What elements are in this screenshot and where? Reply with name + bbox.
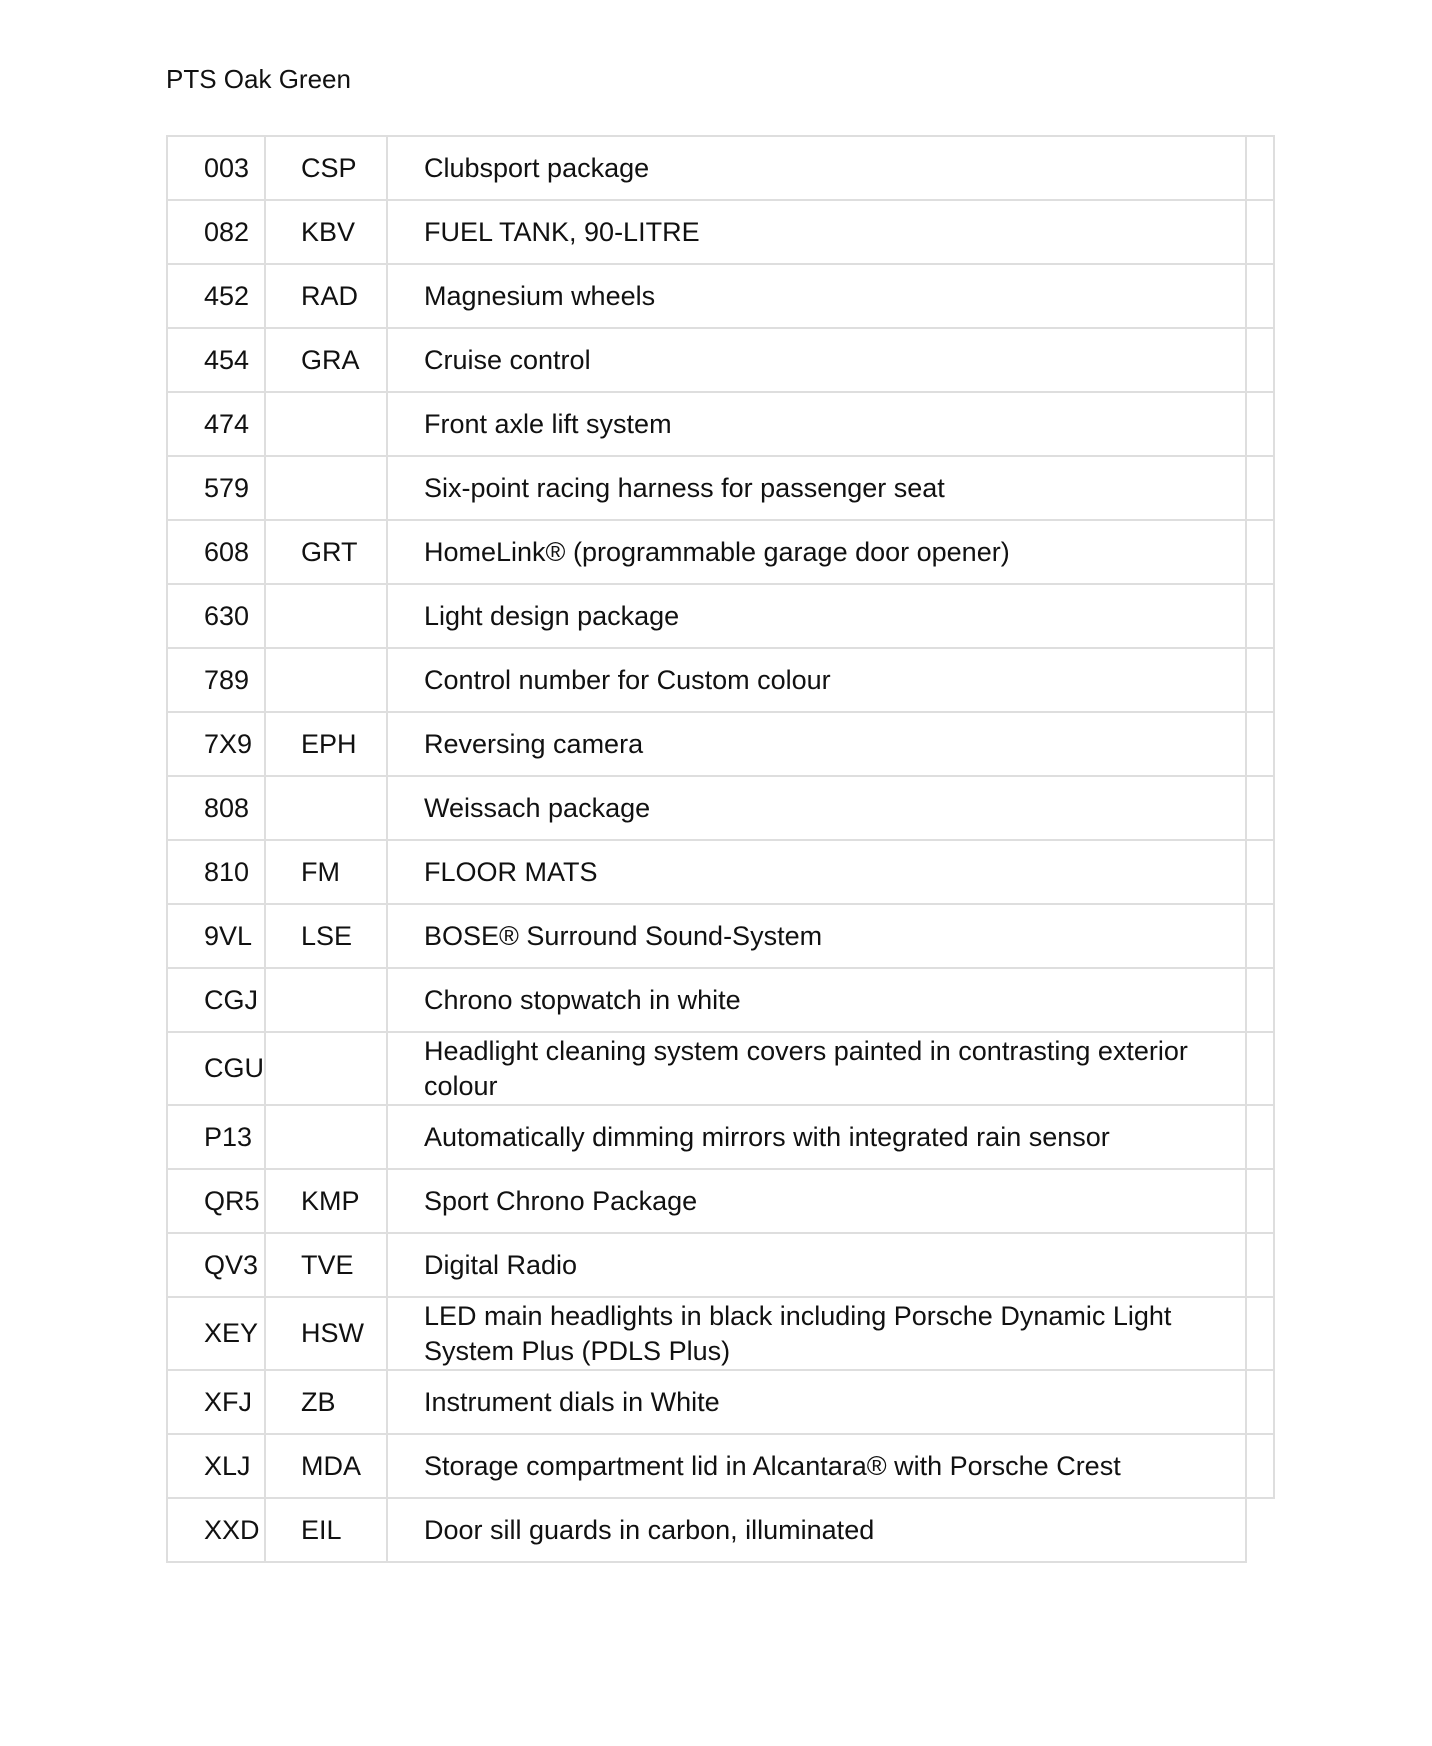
empty-cell — [1246, 968, 1274, 1032]
empty-cell — [1246, 136, 1274, 200]
table-row — [167, 1233, 1274, 1297]
option-code: 9VL — [167, 904, 265, 968]
option-short-code: EIL — [265, 1498, 387, 1562]
empty-cell — [1246, 1105, 1274, 1169]
empty-cell — [1246, 264, 1274, 328]
option-code: 630 — [167, 584, 265, 648]
empty-cell — [1246, 776, 1274, 840]
empty-cell — [1246, 1498, 1274, 1562]
table-row — [167, 200, 1274, 264]
empty-cell — [1246, 200, 1274, 264]
table-row — [167, 1105, 1274, 1169]
table-row — [167, 392, 1274, 456]
option-short-code — [265, 1032, 387, 1105]
table-row — [167, 1498, 1274, 1562]
empty-cell — [1246, 1297, 1274, 1370]
option-description: Chrono stopwatch in white — [387, 968, 1246, 1032]
empty-cell — [1246, 1032, 1274, 1105]
option-short-code: KBV — [265, 200, 387, 264]
option-description: Weissach package — [387, 776, 1246, 840]
option-code: CGJ — [167, 968, 265, 1032]
option-code: 082 — [167, 200, 265, 264]
option-short-code — [265, 392, 387, 456]
option-description: Six-point racing harness for passenger seat — [387, 456, 1246, 520]
option-description: Door sill guards in carbon, illuminated — [387, 1498, 1246, 1562]
option-code: 454 — [167, 328, 265, 392]
option-short-code: LSE — [265, 904, 387, 968]
option-code: XLJ — [167, 1434, 265, 1498]
option-code: 808 — [167, 776, 265, 840]
option-code: XFJ — [167, 1370, 265, 1434]
option-short-code: RAD — [265, 264, 387, 328]
option-description: LED main headlights in black including Porsche Dynamic Light System Plus (PDLS Plus) — [387, 1297, 1246, 1370]
table-row — [167, 1434, 1274, 1498]
option-code: XXD — [167, 1498, 265, 1562]
table-row — [167, 648, 1274, 712]
table-row — [167, 264, 1274, 328]
option-code: QV3 — [167, 1233, 265, 1297]
option-short-code — [265, 1105, 387, 1169]
option-short-code — [265, 456, 387, 520]
option-short-code — [265, 648, 387, 712]
empty-cell — [1246, 520, 1274, 584]
option-code: 789 — [167, 648, 265, 712]
option-code: 608 — [167, 520, 265, 584]
empty-cell — [1246, 456, 1274, 520]
option-short-code: MDA — [265, 1434, 387, 1498]
page-title: PTS Oak Green — [166, 64, 351, 94]
option-description: BOSE® Surround Sound-System — [387, 904, 1246, 968]
table-row — [167, 904, 1274, 968]
empty-cell — [1246, 1370, 1274, 1434]
table-row — [167, 1370, 1274, 1434]
option-code: CGU — [167, 1032, 265, 1105]
option-short-code: GRA — [265, 328, 387, 392]
option-short-code: CSP — [265, 136, 387, 200]
table-row — [167, 520, 1274, 584]
option-description: FUEL TANK, 90-LITRE — [387, 200, 1246, 264]
options-table — [166, 135, 1275, 1563]
option-description: Light design package — [387, 584, 1246, 648]
empty-cell — [1246, 328, 1274, 392]
option-code: 579 — [167, 456, 265, 520]
empty-cell — [1246, 392, 1274, 456]
option-code: 810 — [167, 840, 265, 904]
option-short-code: KMP — [265, 1169, 387, 1233]
option-short-code — [265, 776, 387, 840]
table-row — [167, 1032, 1274, 1105]
option-short-code: GRT — [265, 520, 387, 584]
option-description: Reversing camera — [387, 712, 1246, 776]
option-code: 452 — [167, 264, 265, 328]
option-description: Instrument dials in White — [387, 1370, 1246, 1434]
option-description: Headlight cleaning system covers painted in contrasting exterior colour — [387, 1032, 1246, 1105]
option-code: QR5 — [167, 1169, 265, 1233]
option-description: FLOOR MATS — [387, 840, 1246, 904]
option-short-code: ZB — [265, 1370, 387, 1434]
table-row — [167, 328, 1274, 392]
empty-cell — [1246, 840, 1274, 904]
table-row — [167, 712, 1274, 776]
option-short-code: TVE — [265, 1233, 387, 1297]
empty-cell — [1246, 648, 1274, 712]
table-row — [167, 136, 1274, 200]
empty-cell — [1246, 1169, 1274, 1233]
option-short-code — [265, 584, 387, 648]
option-description: Magnesium wheels — [387, 264, 1246, 328]
table-row — [167, 1169, 1274, 1233]
option-code: 474 — [167, 392, 265, 456]
option-code: XEY — [167, 1297, 265, 1370]
option-code: 003 — [167, 136, 265, 200]
table-row — [167, 776, 1274, 840]
table-row — [167, 840, 1274, 904]
option-description: Sport Chrono Package — [387, 1169, 1246, 1233]
option-description: HomeLink® (programmable garage door opener) — [387, 520, 1246, 584]
option-short-code: HSW — [265, 1297, 387, 1370]
option-description: Clubsport package — [387, 136, 1246, 200]
empty-cell — [1246, 1233, 1274, 1297]
option-description: Control number for Custom colour — [387, 648, 1246, 712]
option-description: Cruise control — [387, 328, 1246, 392]
table-row — [167, 456, 1274, 520]
option-short-code — [265, 968, 387, 1032]
table-row — [167, 968, 1274, 1032]
empty-cell — [1246, 1434, 1274, 1498]
option-description: Storage compartment lid in Alcantara® with Porsche Crest — [387, 1434, 1246, 1498]
option-short-code: EPH — [265, 712, 387, 776]
option-description: Automatically dimming mirrors with integrated rain sensor — [387, 1105, 1246, 1169]
option-code: P13 — [167, 1105, 265, 1169]
option-description: Front axle lift system — [387, 392, 1246, 456]
options-table-container — [166, 135, 1275, 1563]
empty-cell — [1246, 584, 1274, 648]
option-description: Digital Radio — [387, 1233, 1246, 1297]
table-row — [167, 584, 1274, 648]
option-short-code: FM — [265, 840, 387, 904]
empty-cell — [1246, 712, 1274, 776]
empty-cell — [1246, 904, 1274, 968]
option-code: 7X9 — [167, 712, 265, 776]
table-row — [167, 1297, 1274, 1370]
